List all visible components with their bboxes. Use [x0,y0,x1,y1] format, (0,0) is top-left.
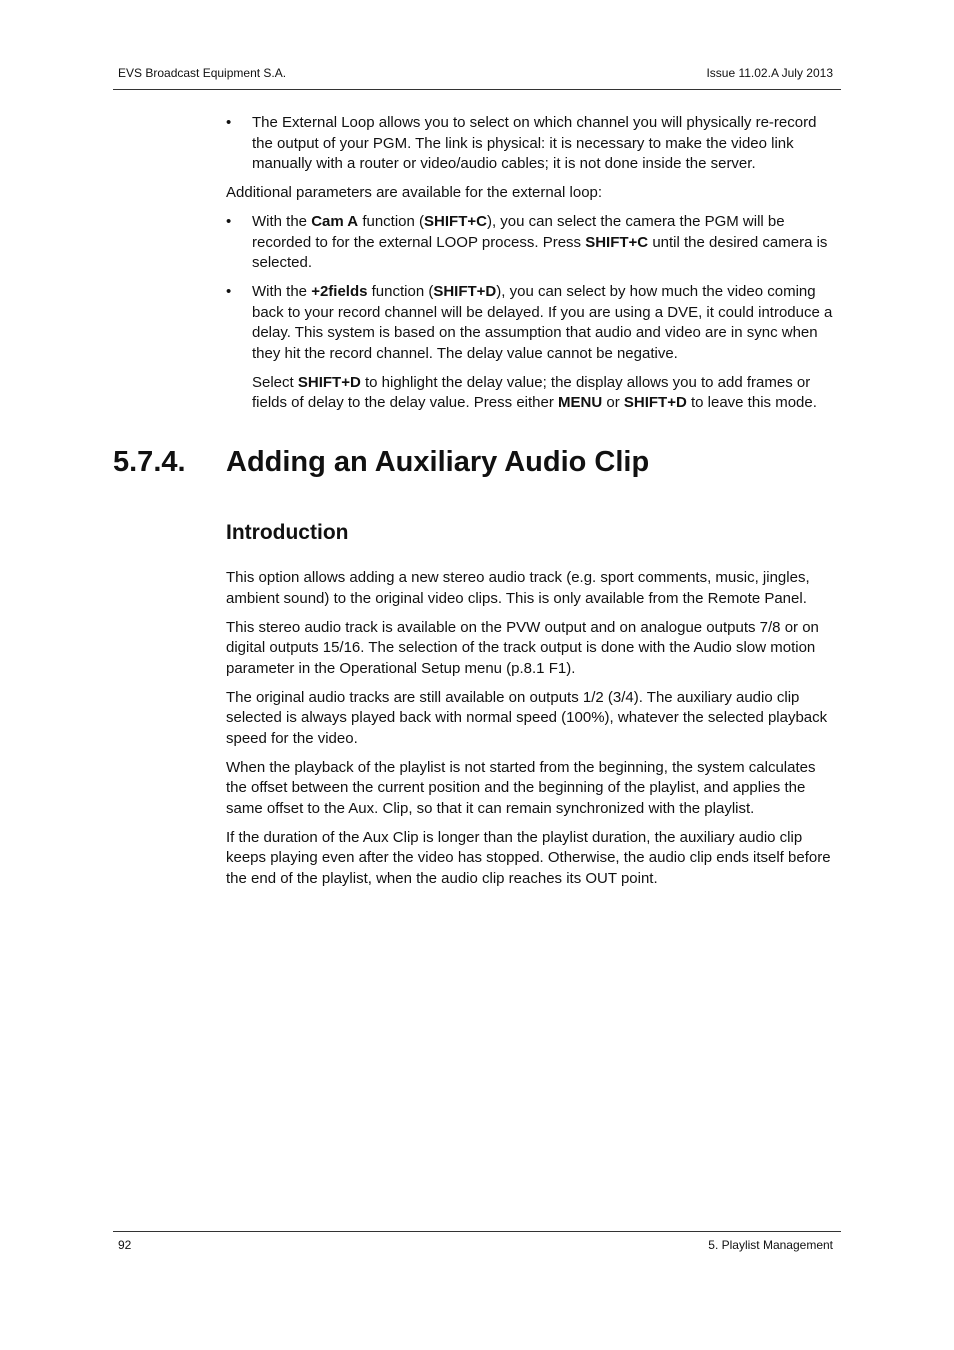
bold-2fields: +2fields [311,283,368,300]
intro-content [226,113,838,422]
bullet-subparagraph: Select SHIFT+D to highlight the delay value; the display allows you to add frames or fields of delay to the delay value. Press either MENU or SHIFT+D to leave this mode. [252,373,817,411]
paragraph: The original audio tracks are still available on outputs 1/2 (3/4). The auxiliary audio clip selected is always played back with normal speed (100%), whatever the selected playback speed for the video. [226,688,828,747]
paragraph: When the playback of the playlist is not started from the beginning, the system calculates the offset between the current position and the beginning of the playlist, and applies the same offset to the Aux. Clip, so that it can remain synchronized with the playlist. [226,758,816,817]
section-title: Adding an Auxiliary Audio Clip [226,446,650,478]
bold-shift-d: SHIFT+D [297,373,361,391]
bold-shift-d: SHIFT+D [433,283,497,300]
header-rule [113,89,841,90]
bullet-text: With the Cam A function (SHIFT+C), you can select the camera the PGM will be recorded to for the external LOOP process. Press SHIFT+C until the desired camera is selected. [252,213,828,271]
bold-shift-c: SHIFT+C [424,213,487,230]
bold-shift-d: SHIFT+D [623,394,687,411]
paragraph: This stereo audio track is available on the PVW output and on analogue outputs 7/8 or on digital outputs 15/16. The selection of the track output is done with the Audio slow motion parameter in the Operational Setup menu (p.8.1 F1). [226,618,819,677]
bold-cam-a: Cam A [311,213,359,230]
paragraph: This option allows adding a new stereo audio track (e.g. sport comments, music, jingles, ambient sound) to the original video clips. This is only available from the Remote Panel. [226,569,810,607]
footer-chapter: 5. Playlist Management [708,1238,833,1252]
header-company: EVS Broadcast Equipment S.A. [118,66,287,80]
bold-shift-c: SHIFT+C [585,233,649,251]
section-number: 5.7.4. [113,446,186,478]
header-issue: Issue 11.02.A July 2013 [706,66,833,80]
footer-rule [113,1231,841,1232]
bullet-glyph: • [226,114,232,131]
bullet-external-loop [226,113,838,175]
bullet-glyph: • [226,213,232,230]
bold-menu: MENU [558,394,603,411]
bullet-cam-a [226,212,838,274]
section-body [226,568,840,898]
subheading-introduction: Introduction [226,521,349,544]
paragraph: If the duration of the Aux Clip is longer than the playlist duration, the auxiliary audio clip keeps playing even after the video has stopped. Otherwise, the audio clip ends itself before the end of the playlist, when the audio clip reaches its OUT point. [226,828,831,887]
bullet-text: The External Loop allows you to select on which channel you will physically re-record the output of your PGM. The link is physical: it is necessary to make the video link manually with a router or video/audio cables; it is not done inside the server. [252,114,817,172]
bullet-2fields [226,282,838,414]
bullet-text: With the +2fields function (SHIFT+D), you can select by how much the video coming back to your record channel will be delayed. If you are using a DVE, it could introduce a delay. This system is based on the assumption that audio and video are in sync when they hit the record channel. The delay value cannot be negative. [252,283,833,362]
page-number: 92 [118,1238,132,1252]
additional-params-text: Additional parameters are available for the external loop: [226,184,603,201]
bullet-glyph: • [226,283,232,300]
